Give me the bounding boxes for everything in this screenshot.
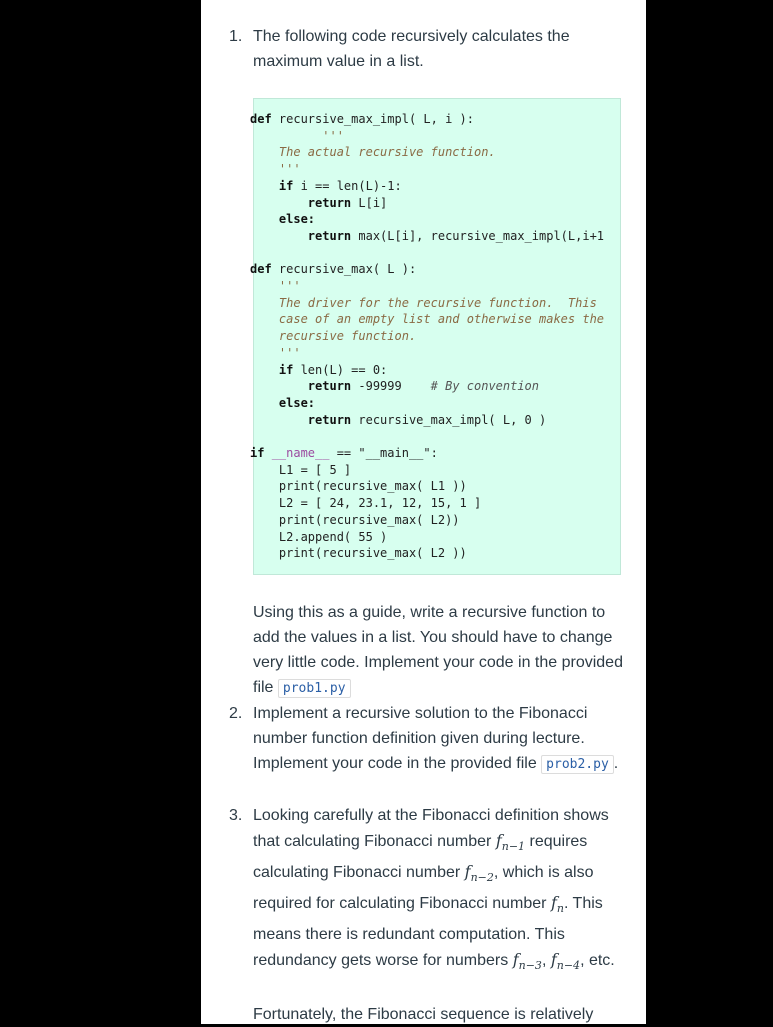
problem-3-part-d: . This means there is redundant computation. This redundancy gets worse for numbers: [253, 895, 603, 969]
code-line-24: L2.append( 55 ): [278, 529, 388, 544]
code-line-12: case of an empty list and otherwise makes the: [278, 312, 605, 327]
problem-2-text: [253, 701, 625, 777]
code-line-23: print(recursive_max( L2)): [278, 512, 460, 527]
code-keyword: return: [307, 195, 352, 210]
math-f: f: [512, 949, 519, 969]
code-keyword: return: [307, 379, 352, 394]
prob2-file-code: prob2.py: [541, 755, 614, 774]
problem-2-body: Implement a recursive solution to the Fibonacci number function definition given during lecture. Implement your code in the provided file: [253, 705, 588, 772]
problem-1-number: 1.: [229, 28, 243, 45]
math-sub: n: [556, 902, 564, 916]
math-sub: n−2: [470, 871, 494, 885]
code-line-8: max(L[i], recursive_max_impl(L,i+1: [351, 228, 605, 243]
code-line-16: -99999: [351, 379, 402, 394]
code-line-11: The driver for the recursive function. This: [278, 295, 597, 310]
code-line-1: recursive_max_impl( L, i ):: [271, 112, 474, 126]
code-line-3: The actual recursive function.: [278, 145, 496, 160]
math-f-n: [550, 893, 564, 916]
code-line-15: len(L) == 0:: [293, 362, 388, 377]
code-keyword: def: [250, 262, 272, 277]
problem-3-text: Looking carefully at the Fibonacci definition shows that calculating Fibonacci number $f_{n-1}$ requires calculating Fibonacci number $f_{n-2}$, which is also required for calculating Fibonacci number $f_n$. This means there is redundant computation. This redundancy gets worse for numbers $f_{n-3}$, $f_{n-4}$, etc.: [253, 807, 615, 972]
math-f-n-minus-3: [512, 949, 542, 972]
document-page: [201, 0, 646, 1024]
problem-3-part-c: , which is also required for calculating Fibonacci number: [253, 864, 594, 913]
code-keyword: return: [307, 228, 352, 243]
code-comment: # By convention: [430, 379, 540, 394]
math-f-n-minus-2: [464, 862, 494, 885]
guide-text: Using this as a guide, write a recursive function to add the values in a list. You should have to change very little code. Implement your code in the provided file: [253, 604, 623, 696]
code-line-2: ''': [322, 128, 344, 143]
fortunately-paragraph: Fortunately, the Fibonacci sequence is relatively: [253, 1006, 594, 1023]
problem-1-text: The following code recursively calculates the maximum value in a list.: [253, 28, 570, 70]
code-line-5: i == len(L)-1:: [293, 178, 402, 193]
code-line-18: recursive_max_impl( L, 0 ): [351, 412, 547, 427]
code-keyword: if: [278, 362, 294, 377]
code-line-4: ''': [278, 162, 301, 177]
code-line-6: L[i]: [351, 195, 388, 210]
code-line-25: print(recursive_max( L2 )): [278, 546, 467, 561]
code-line-9: recursive_max( L ):: [271, 262, 417, 277]
math-f: f: [550, 893, 557, 913]
code-keyword: if: [250, 446, 265, 461]
problem-3-part-b: requires calculating Fibonacci number: [253, 833, 588, 882]
problem-3-part-e: etc.: [588, 951, 615, 969]
prob1-file-code: prob1.py: [278, 679, 351, 698]
code-dunder-name: __name__: [271, 446, 330, 461]
code-line-7: else:: [278, 212, 316, 227]
math-f: f: [464, 862, 471, 882]
code-line-20: L1 = [ 5 ]: [278, 462, 352, 477]
code-line-22: L2 = [ 24, 23.1, 12, 15, 1 ]: [278, 496, 482, 511]
math-sub: n−3: [518, 958, 542, 972]
code-line-14: ''': [278, 345, 301, 360]
math-f-n-minus-1: [495, 831, 526, 854]
problem-3-part-a: Looking carefully at the Fibonacci definition shows that calculating Fibonacci number: [253, 807, 609, 850]
math-f-n-minus-4: [550, 949, 581, 972]
code-line-10: ''': [278, 279, 301, 294]
code-line-21: print(recursive_max( L1 )): [278, 479, 467, 494]
code-block: [250, 98, 621, 575]
code-line-17: else:: [278, 395, 316, 410]
problem-2-number: 2.: [229, 705, 243, 722]
code-keyword: if: [278, 178, 294, 193]
problem-3-number: 3.: [229, 807, 243, 824]
math-sub: n−1: [501, 840, 526, 854]
math-f: f: [550, 949, 557, 969]
code-keyword: return: [307, 412, 352, 427]
code-line-19: == "__main__":: [329, 446, 438, 461]
problem-2-suffix: .: [613, 755, 619, 772]
guide-paragraph: [253, 600, 625, 701]
math-sub: n−4: [556, 958, 581, 972]
code-listing: [250, 111, 604, 562]
code-line-13: recursive function.: [278, 329, 417, 344]
math-f: f: [495, 831, 502, 850]
code-keyword: def: [250, 112, 272, 126]
